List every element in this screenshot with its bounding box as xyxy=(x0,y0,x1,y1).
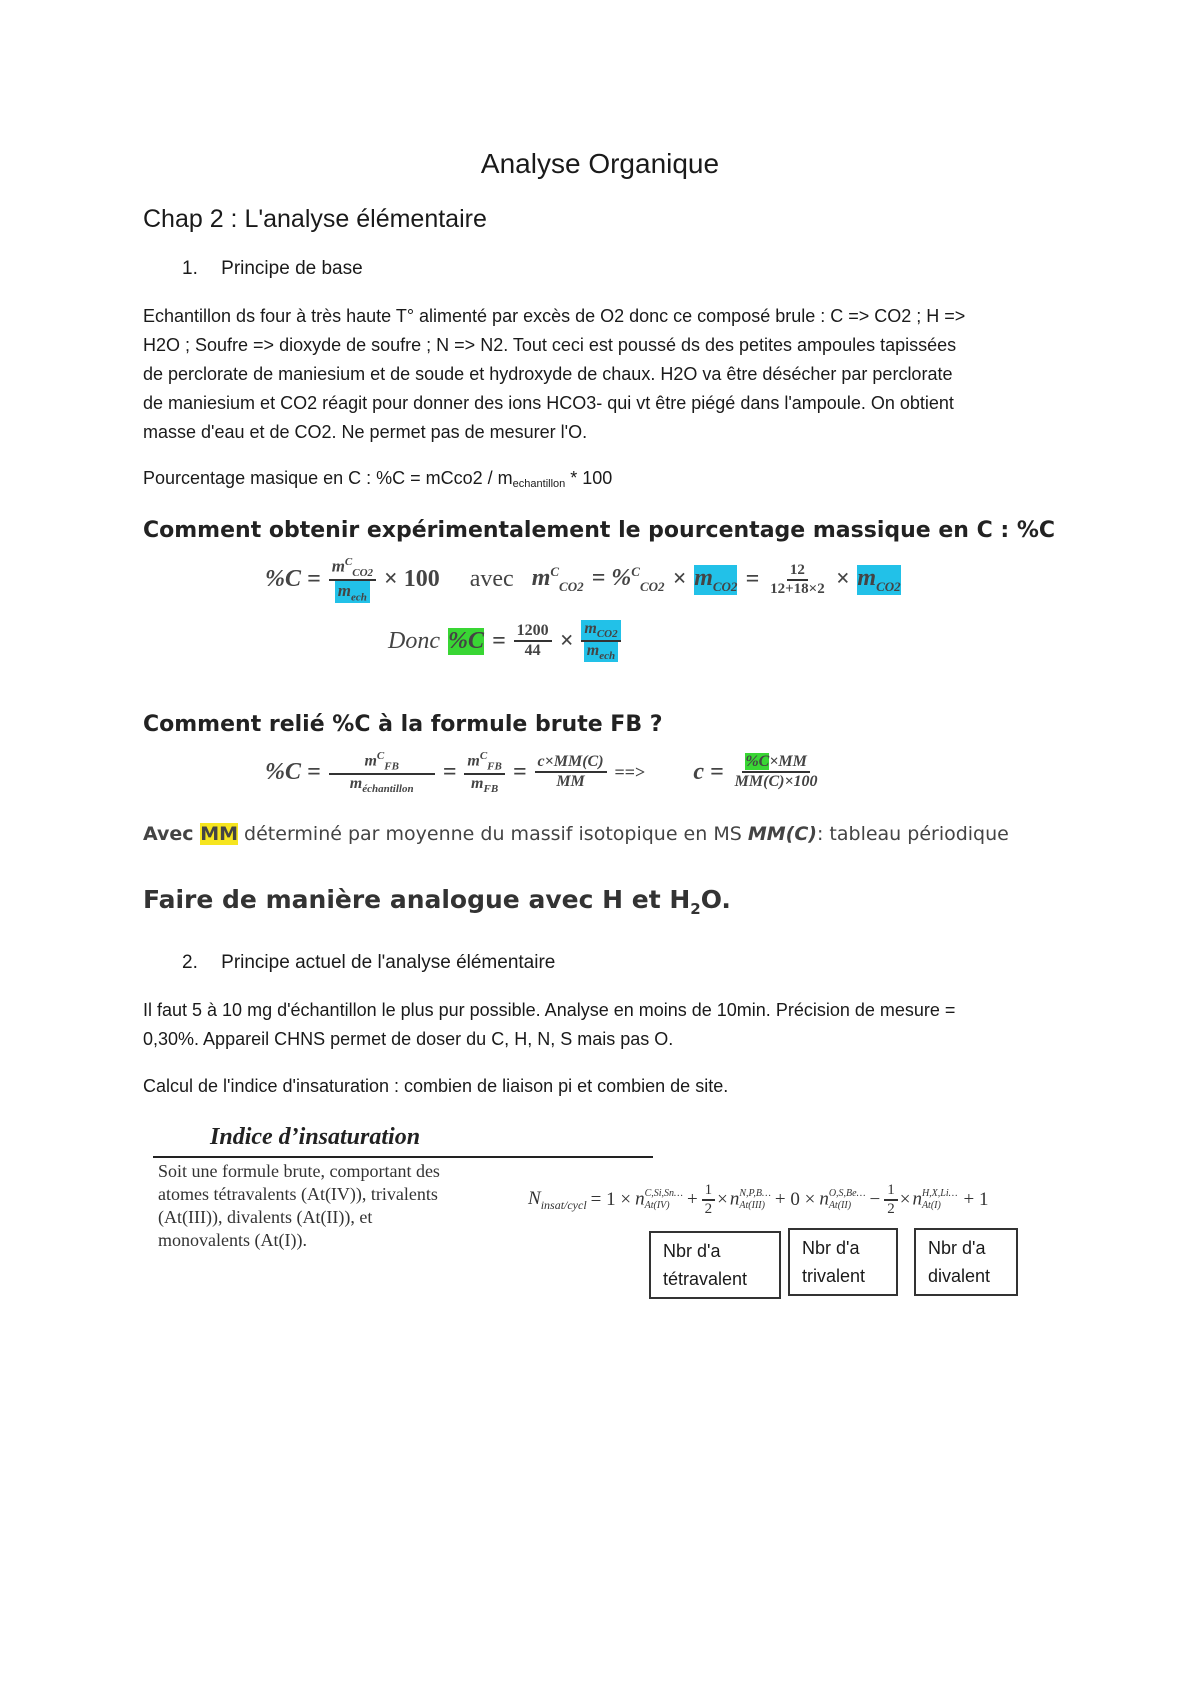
paragraph-indice: Calcul de l'indice d'insaturation : combien de liaison pi et combien de site. xyxy=(143,1076,729,1096)
paragraph-line: masse d'eau et de CO2. Ne permet pas de mesurer l'O. xyxy=(143,422,588,442)
section-2-heading xyxy=(182,952,555,974)
avec-mm-line: Avec MM déterminé par moyenne du massif isotopique en MS MM(C): tableau périodique xyxy=(143,823,1009,845)
fraction: $\frac{c\times MM(C)}{MM}$ xyxy=(535,753,607,791)
indice-body: Soit une formule brute, comportant des atomes tétravalents (At(IV)), trivalents (At(III)), divalents (At(II)), et monovalents (At(I)). xyxy=(158,1161,440,1250)
fraction: $\frac{\%C\times MM}{MM(C)\times 100}$ xyxy=(734,753,818,791)
formula-donc: Donc %C = $\frac{1200}{44}$ × $\frac{m_{CO2}}{m_{ech}}$ xyxy=(388,620,621,662)
section-1-number: 1. xyxy=(182,258,198,279)
faire-analogue-line: Faire de manière analogue avec H et $H_2O$. xyxy=(143,885,731,918)
paragraph-line: de perclorate de maniesium et de soude et hydroxyde de chaux. H2O va être désécher par perclorate xyxy=(143,364,953,384)
paragraph-line: de maniesium et CO2 réagit pour donner des ions HCO3- qui vt être piégé dans l'ampoule. On obtient xyxy=(143,393,954,413)
pourcentage-line: Pourcentage masique en C : %C = mCco2 / $m_{echantillon} * 100$ xyxy=(143,468,613,490)
box-tetravalent: Nbr d'a tétravalent xyxy=(649,1231,781,1299)
paragraph-line: H2O ; Soufre => dioxyde de soufre ; N => N2. Tout ceci est poussé ds des petites ampoules tapissées xyxy=(143,335,957,355)
fraction: $\frac{m^C_{FB}}{m_{FB}}$ xyxy=(464,750,504,795)
box-divalent: Nbr d'a divalent xyxy=(914,1228,1018,1296)
formula-pc-mco2: %C = $\frac{m^C_{CO2}}{m_{ech}}$ × 100 avec $m^C_{CO2}$ = %$^C_{CO2}$ × $m_{CO2}$ = $\frac{12}{12+18\times 2}$ × $m_{CO2}$ xyxy=(265,556,901,604)
chapter-heading: Chap 2 : L'analyse élémentaire xyxy=(143,205,487,233)
section-1-title: Principe de base xyxy=(221,258,363,279)
image-heading-experimental: Comment obtenir expérimentalement le pourcentage massique en C : %C xyxy=(143,518,1056,543)
fraction: $\frac{m_{CO2}}{m_{ech}}$ xyxy=(581,620,620,662)
section-1-heading xyxy=(182,258,363,280)
indice-heading: Indice d’insaturation xyxy=(210,1124,421,1150)
paragraph-line: Echantillon ds four à très haute T° alimenté par excès de O2 donc ce composé brule : C => CO2 ; H => xyxy=(143,306,966,326)
paragraph-principe xyxy=(143,302,1063,447)
indice-formula: $N_{insat/cycl}$ = 1 × n C,Si,Sn… At(IV) + $\frac{1}{2}$ × n N,P,B… At(III) + 0 × n O,S,Be… At(II) − $\frac{1}{2}$ × n H,X,Li… At(I) + 1 xyxy=(528,1182,989,1217)
indice-divider xyxy=(153,1156,653,1158)
image-heading-formule-brute: Comment relié %C à la formule brute FB ? xyxy=(143,712,663,737)
section-2-number: 2. xyxy=(182,952,198,973)
box-trivalent: Nbr d'a trivalent xyxy=(788,1228,898,1296)
fraction: $\frac{m^C_{CO2}}{m_{ech}}$ xyxy=(329,556,376,603)
fraction: $\frac{1200}{44}$ xyxy=(514,622,552,660)
fraction: $\frac{12}{12+18\times 2}$ xyxy=(770,561,825,597)
document-title: Analyse Organique xyxy=(480,148,720,179)
paragraph-line: 0,30%. Appareil CHNS permet de doser du C, H, N, S mais pas O. xyxy=(143,1029,674,1049)
formula-pc-fb: %C = $\frac{m^C_{FB}}{m_{échantillon}}$ = $\frac{m^C_{FB}}{m_{FB}}$ = $\frac{c\times MM(C)}{MM}$ ==> c = $\frac{\%C\times MM}{MM(C)\times 100}$ xyxy=(265,750,821,795)
fraction: $\frac{m^C_{FB}}{m_{échantillon}}$ xyxy=(329,750,435,795)
paragraph-line: Il faut 5 à 10 mg d'échantillon le plus pur possible. Analyse en moins de 10min. Précision de mesure = xyxy=(143,1000,956,1020)
section-2-title: Principe actuel de l'analyse élémentaire xyxy=(221,952,556,973)
paragraph-actuel xyxy=(143,996,1063,1054)
